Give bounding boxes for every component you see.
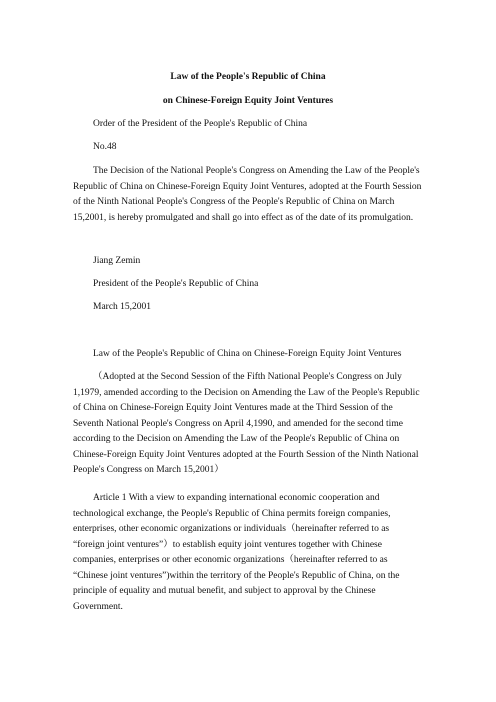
order-line — [73, 117, 423, 133]
decision-text: The Decision of the National People's Congress on Amending the Law of the People's Republic of China on Chinese-Foreign Equity Joint Ventures, adopted at the Fourth Session of the Ninth National People's Congress of the People's Republic of China on March 15,2001, is hereby promulgated and shall go into effect as of the date of its promulgation. — [73, 166, 422, 223]
article-1-text: Article 1 With a view to expanding international economic cooperation and technological exchange, the People's Republic of China permits foreign companies, enterprises, other economic organizations or individuals（hereinafter referred to as “foreign joint ventures”）to establish equity joint ventures together with Chinese companies, enterprises or other economic organizations（hereinafter referred to as “Chinese joint ventures”)within the territory of the People's Republic of China, on the principle of equality and mutual benefit, and subject to approval by the Chinese Government. — [73, 493, 400, 612]
document-title-line1: Law of the People's Republic of China — [170, 72, 326, 82]
signatory-name-line — [73, 254, 423, 270]
adoption-note-paragraph — [73, 370, 423, 479]
law-heading: Law of the People's Republic of China on Chinese-Foreign Equity Joint Ventures — [93, 349, 402, 359]
signing-date-line — [73, 300, 423, 316]
signatory-name: Jiang Zemin — [93, 256, 141, 266]
signing-date: March 15,2001 — [93, 302, 152, 312]
article-1-paragraph — [73, 491, 423, 615]
signatory-title: President of the People's Republic of China — [93, 279, 259, 289]
signatory-title-line — [73, 277, 423, 293]
order-number: No.48 — [93, 142, 117, 152]
order-text: Order of the President of the People's Republic of China — [93, 119, 308, 129]
number-line — [73, 140, 423, 156]
adoption-note: （Adopted at the Second Session of the Fifth National People's Congress on July 1,1979, amended according to the Decision on Amending the Law of the People's Republic of China on Chinese-Foreign Equity Joint Ventures made at the Third Session of the Seventh National People's Congress on April 4,1990, and amended for the second time according to the Decision on Amending the Law of the People's Republic of China on Chinese-Foreign Equity Joint Ventures adopted at the Fourth Session of the Ninth National People's Congress on March 15,2001） — [73, 372, 420, 475]
document-title-line2: on Chinese-Foreign Equity Joint Ventures — [162, 96, 334, 106]
law-heading-line — [73, 347, 423, 363]
decision-paragraph — [73, 164, 423, 226]
